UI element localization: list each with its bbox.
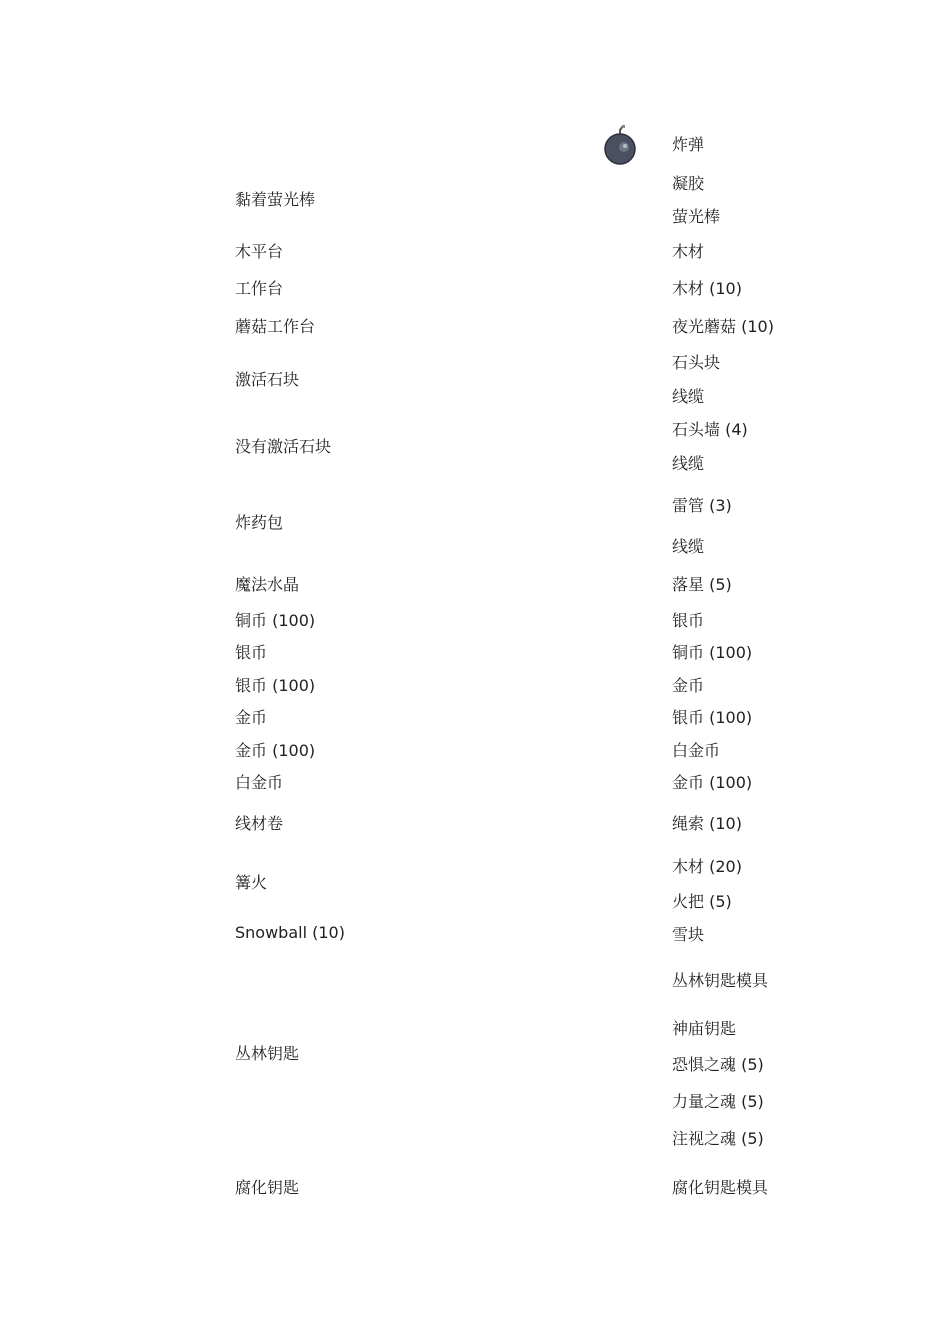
- result-item: 金币 (100): [235, 741, 316, 760]
- result-item: 炸药包: [235, 513, 284, 532]
- ingredient: 石头墙 (4): [672, 420, 748, 439]
- ingredient: 神庙钥匙: [672, 1019, 737, 1038]
- result-item: Snowball (10): [235, 923, 345, 942]
- result-item: 木平台: [235, 242, 284, 261]
- result-item: 没有激活石块: [235, 437, 332, 456]
- ingredient: 火把 (5): [672, 892, 732, 911]
- result-item: 篝火: [235, 873, 268, 892]
- ingredient: 落星 (5): [672, 575, 732, 594]
- ingredient: 金币: [672, 676, 705, 695]
- ingredient: 夜光蘑菇 (10): [672, 317, 774, 336]
- ingredient: 石头块: [672, 353, 721, 372]
- result-item: 金币: [235, 708, 268, 727]
- ingredient: 丛林钥匙模具: [672, 971, 769, 990]
- ingredient: 铜币 (100): [672, 643, 753, 662]
- result-item: 银币: [235, 643, 268, 662]
- result-item: 激活石块: [235, 370, 300, 389]
- ingredient: 木材 (10): [672, 279, 742, 298]
- ingredient: 绳索 (10): [672, 814, 742, 833]
- ingredient: 线缆: [672, 454, 705, 473]
- ingredient: 恐惧之魂 (5): [672, 1055, 764, 1074]
- result-item: 白金币: [235, 773, 284, 792]
- result-item: 银币 (100): [235, 676, 316, 695]
- ingredient: 萤光棒: [672, 207, 721, 226]
- result-item: 蘑菇工作台: [235, 317, 316, 336]
- ingredient: 腐化钥匙模具: [672, 1178, 769, 1197]
- ingredient: 银币 (100): [672, 708, 753, 727]
- ingredient: 凝胶: [672, 174, 705, 193]
- ingredient: 木材 (20): [672, 857, 742, 876]
- ingredient: 线缆: [672, 537, 705, 556]
- ingredient: 注视之魂 (5): [672, 1129, 764, 1148]
- result-item: 魔法水晶: [235, 575, 300, 594]
- ingredient: 银币: [672, 611, 705, 630]
- bomb-icon: [603, 124, 637, 166]
- result-item: 线材卷: [235, 814, 284, 833]
- ingredient: 木材: [672, 242, 705, 261]
- ingredient: 白金币: [672, 741, 721, 760]
- result-item: 工作台: [235, 279, 284, 298]
- ingredient: 雪块: [672, 925, 705, 944]
- ingredient: 炸弹: [672, 135, 705, 154]
- ingredient: 力量之魂 (5): [672, 1092, 764, 1111]
- ingredient: 金币 (100): [672, 773, 753, 792]
- result-item: 铜币 (100): [235, 611, 316, 630]
- result-item: 腐化钥匙: [235, 1178, 300, 1197]
- result-item: 黏着萤光棒: [235, 190, 316, 209]
- ingredient: 线缆: [672, 387, 705, 406]
- result-item: 丛林钥匙: [235, 1044, 300, 1063]
- ingredient: 雷管 (3): [672, 496, 732, 515]
